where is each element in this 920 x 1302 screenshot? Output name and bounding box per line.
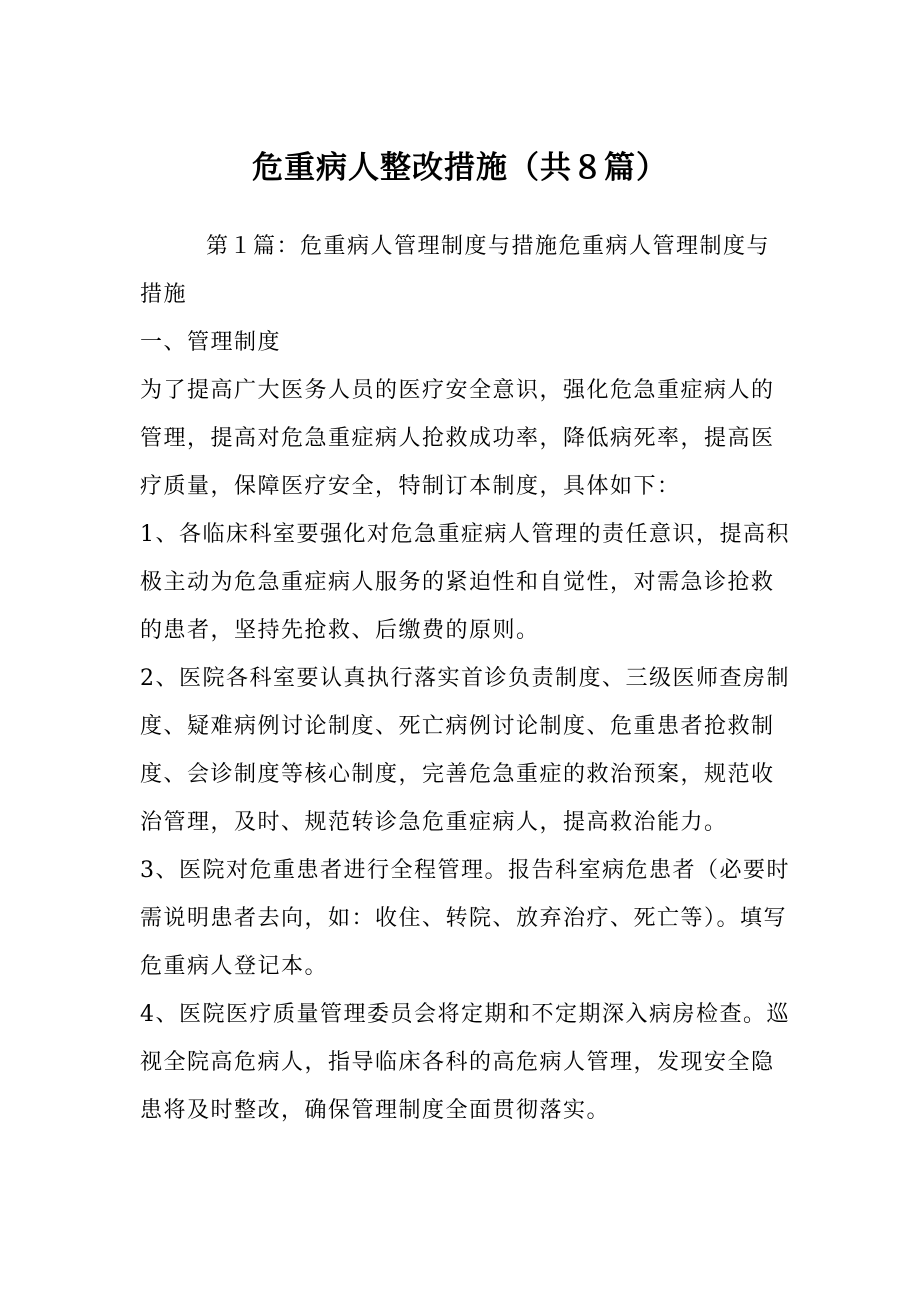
paragraph-intro: 为了提高广大医务人员的医疗安全意识，强化危急重症病人的管理，提高对危急重症病人抢救成功率，降低病死率，提高医疗质量，保障医疗安全，特制订本制度，具体如下：	[140, 378, 775, 499]
paragraph-item-3: 3、医院对危重患者进行全程管理。报告科室病危患者（必要时需说明患者去向，如：收住、转院、放弃治疗、死亡等）。填写危重病人登记本。	[140, 858, 790, 979]
paragraph-item-1: 1、各临床科室要强化对危急重症病人管理的责任意识，提高积极主动为危急重症病人服务的紧迫性和自觉性，对需急诊抢救的患者，坚持先抢救、后缴费的原则。	[140, 522, 790, 643]
paragraph-item-4: 4、医院医疗质量管理委员会将定期和不定期深入病房检查。巡视全院高危病人，指导临床各科的高危病人管理，发现安全隐患将及时整改，确保管理制度全面贯彻落实。	[140, 1002, 790, 1123]
paragraph-section-heading: 一、管理制度	[140, 330, 282, 355]
paragraph-chapter-heading: 第１篇：危重病人管理制度与措施危重病人管理制度与措施	[140, 234, 771, 307]
paragraph-item-2: 2、医院各科室要认真执行落实首诊负责制度、三级医师查房制度、疑难病例讨论制度、死亡病例讨论制度、危重患者抢救制度、会诊制度等核心制度，完善危急重症的救治预案，规范收治管理，及时、规范转诊急危重症病人，提高救治能力。	[140, 666, 790, 835]
document-body	[140, 223, 790, 1135]
document-title: 危重病人整改措施（共８篇）	[252, 150, 668, 186]
